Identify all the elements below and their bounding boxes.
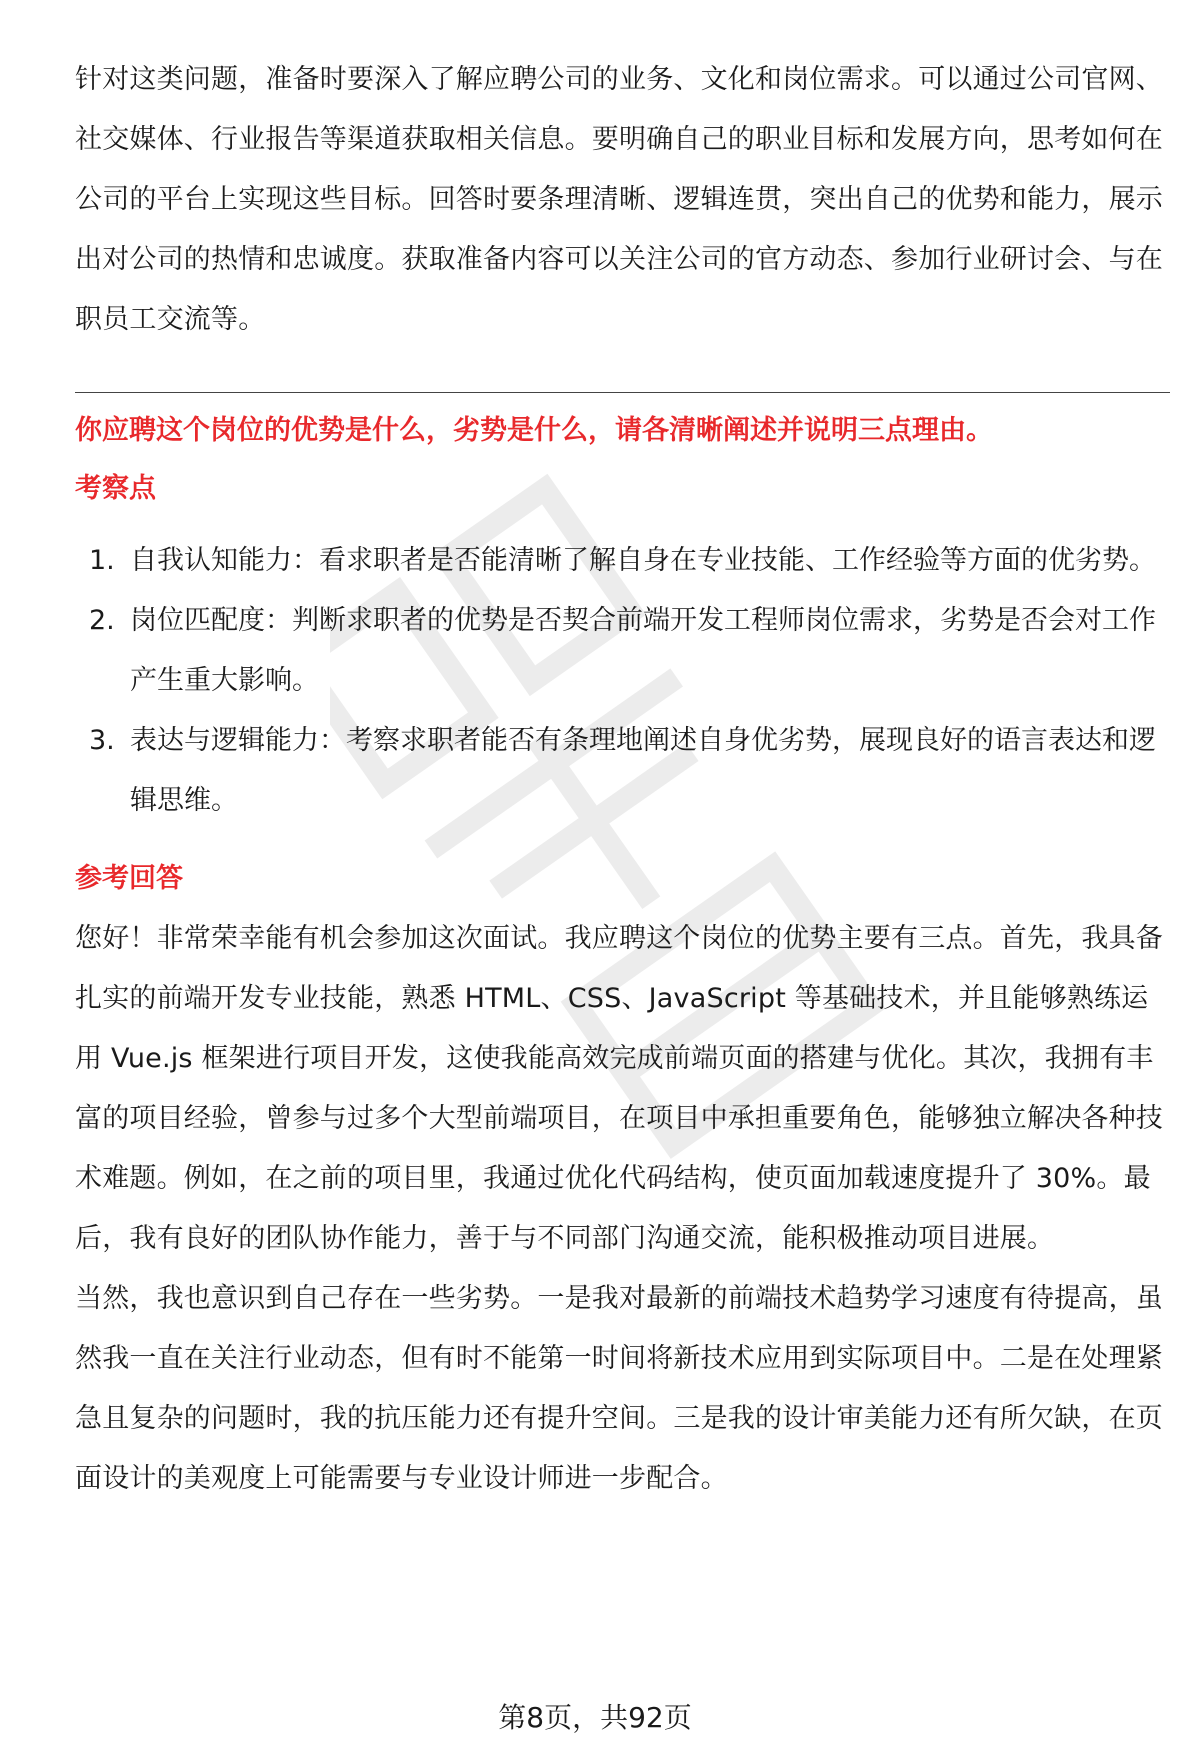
intro-paragraph: 针对这类问题，准备时要深入了解应聘公司的业务、文化和岗位需求。可以通过公司官网、社交媒体、行业报告等渠道获取相关信息。要明确自己的职业目标和发展方向，思考如何在公司的平台上实现这些目标。回答时要条理清晰、逻辑连贯，突出自己的优势和能力，展示出对公司的热情和忠诚度。获取准备内容可以关注公司的官方动态、参加行业研讨会、与在职员工交流等。 xyxy=(75,64,1163,335)
list-item-text: 表达与逻辑能力：考察求职者能否有条理地阐述自身优劣势，展现良好的语言表达和逻辑思维。 xyxy=(130,725,1156,816)
list-item-number: 2. xyxy=(89,605,115,636)
exam-points-list xyxy=(75,531,1170,831)
list-item-number: 1. xyxy=(89,545,115,576)
section-divider xyxy=(75,392,1170,393)
list-item-text: 自我认知能力：看求职者是否能清晰了解自身在专业技能、工作经验等方面的优劣势。 xyxy=(130,545,1156,576)
list-item-text: 岗位匹配度：判断求职者的优势是否契合前端开发工程师岗位需求，劣势是否会对工作产生重大影响。 xyxy=(130,605,1156,696)
exam-points-heading: 考察点 xyxy=(75,473,156,504)
answer-paragraph-strengths: 您好！非常荣幸能有机会参加这次面试。我应聘这个岗位的优势主要有三点。首先，我具备扎实的前端开发专业技能，熟悉 HTML、CSS、JavaScript 等基础技术，并且能够熟练运用 Vue.js 框架进行项目开发，这使我能高效完成前端页面的搭建与优化。其次，我拥有丰富的项目经验，曾参与过多个大型前端项目，在项目中承担重要角色，能够独立解决各种技术难题。例如，在之前的项目里，我通过优化代码结构，使页面加载速度提升了 30%。最后，我有良好的团队协作能力，善于与不同部门沟通交流，能积极推动项目进展。 xyxy=(75,923,1163,1254)
list-item xyxy=(75,711,1170,831)
document-page xyxy=(75,50,1170,1509)
answer-paragraph-weaknesses: 当然，我也意识到自己存在一些劣势。一是我对最新的前端技术趋势学习速度有待提高，虽然我一直在关注行业动态，但有时不能第一时间将新技术应用到实际项目中。二是在处理紧急且复杂的问题时，我的抗压能力还有提升空间。三是我的设计审美能力还有所欠缺，在页面设计的美观度上可能需要与专业设计师进一步配合。 xyxy=(75,1283,1163,1494)
list-item xyxy=(75,531,1170,591)
page-number-footer: 第8页，共92页 xyxy=(498,1701,692,1734)
question-heading: 你应聘这个岗位的优势是什么，劣势是什么，请各清晰阐述并说明三点理由。 xyxy=(75,415,993,446)
list-item xyxy=(75,591,1170,711)
reference-answer-heading: 参考回答 xyxy=(75,863,183,894)
list-item-number: 3. xyxy=(89,725,115,756)
